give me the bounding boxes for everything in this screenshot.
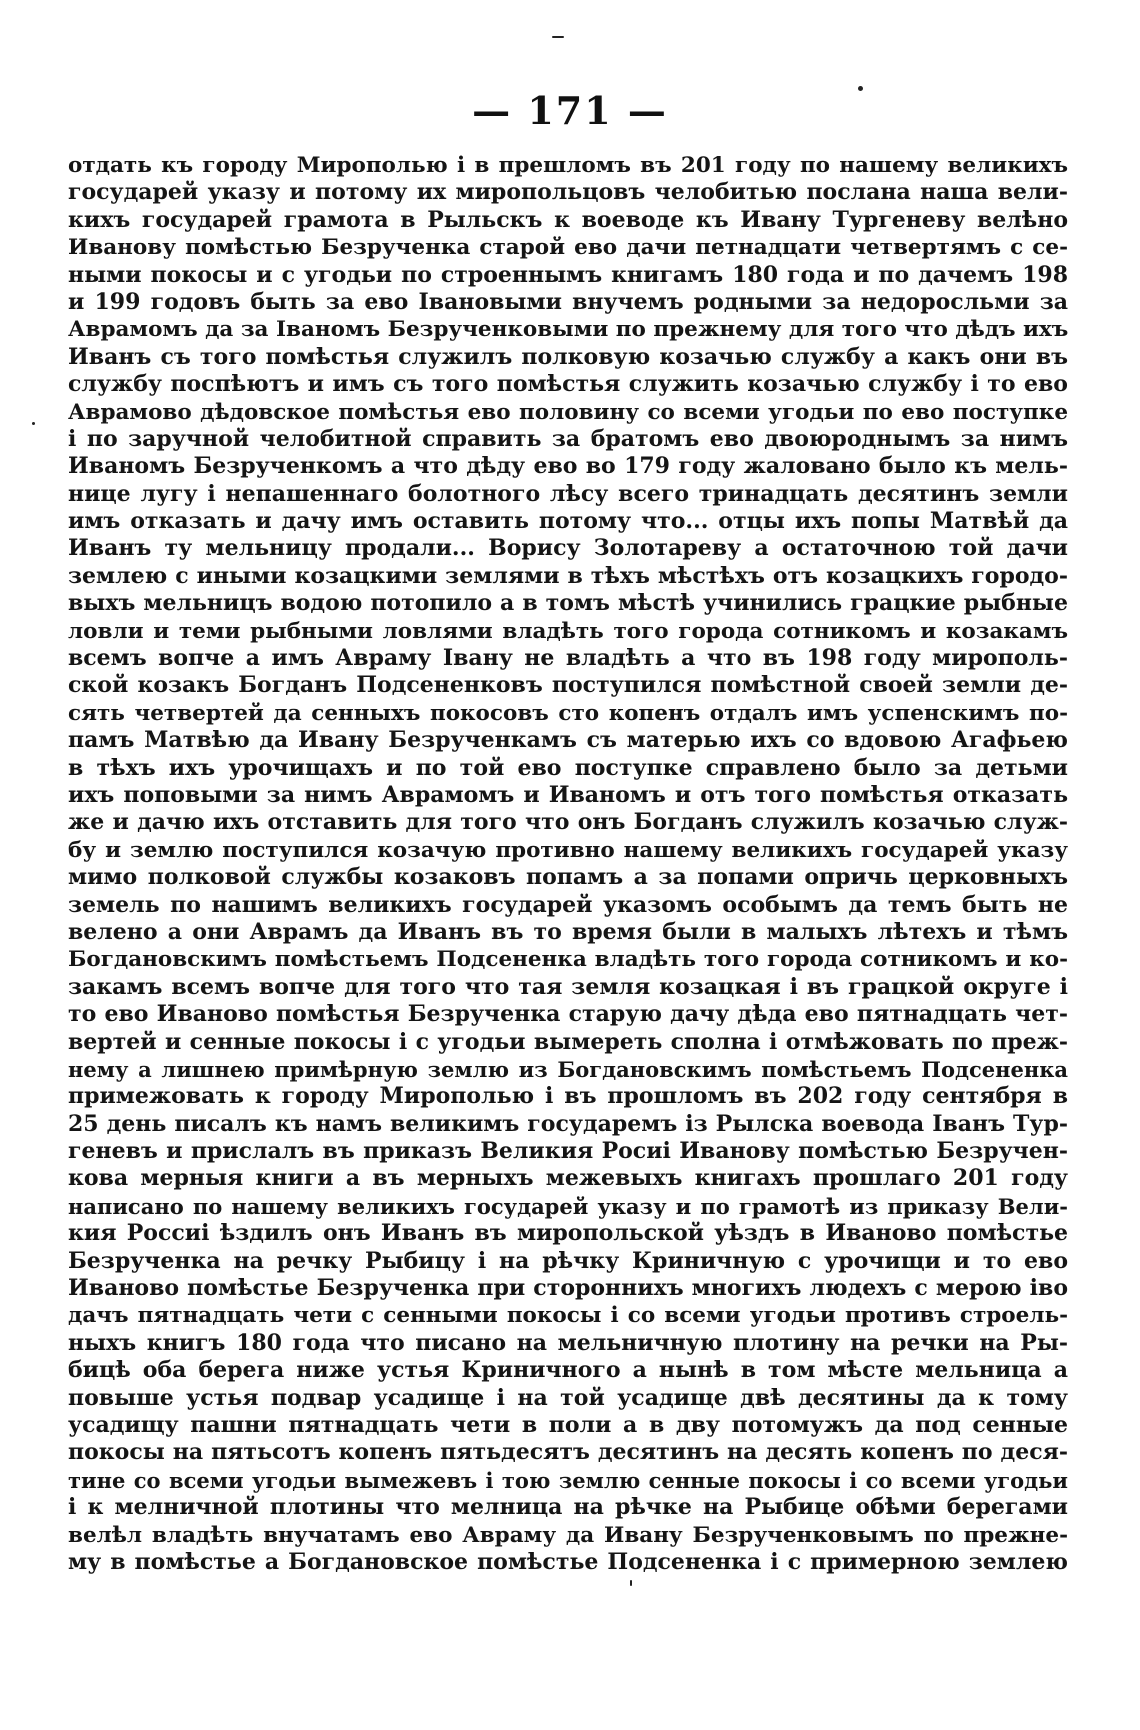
- text-line: Безрученка на речку Рыбицу і на рѣчку Криничную с урочищи и то ево: [68, 1247, 1068, 1274]
- text-line: велено а они Аврамъ да Иванъ въ то время были в малыхъ лѣтехъ и тѣмъ: [68, 918, 1068, 945]
- text-line: памъ Матвѣю да Ивану Безрученкамъ съ матерью ихъ со вдовою Агафьею: [68, 727, 1068, 754]
- text-line: мимо полковой службы козаковъ попамъ а за попами опричь церковныхъ: [68, 864, 1068, 891]
- text-line: кова мерныя книги а въ мерныхъ межевыхъ книгахъ прошлаго 201 году: [68, 1165, 1068, 1192]
- text-line: написано по нашему великихъ государей указу и по грамотѣ из приказу Вели-: [68, 1193, 1068, 1219]
- text-line: ихъ поповыми за нимъ Аврамомъ и Иваномъ и отъ того помѣстья отказать: [68, 781, 1068, 808]
- text-line: закамъ всемъ вопче для того что тая земля козацкая і въ грацкой округе і: [68, 973, 1068, 1000]
- text-line: отдать къ городу Мирополью і в прешломъ въ 201 году по нашему великихъ: [68, 153, 1068, 178]
- body-text: [68, 152, 1068, 1576]
- text-line: тине со всеми угодьи вымежевъ і тою землю сенные покосы і со всеми угодьи: [68, 1467, 1068, 1493]
- text-line: сять четвертей да сенныхъ покосовъ сто копенъ отдалъ имъ успенскимъ по-: [68, 700, 1068, 726]
- text-line: службу поспѣютъ и имъ съ того помѣстья служить козачью службу і то ево: [68, 371, 1068, 398]
- text-line: Иванъ ту мельницу продали... Ворису Золотареву а остаточною той дачи: [68, 535, 1068, 562]
- text-line: Иванову помѣстью Безрученка старой ево дачи петнадцати четвертямъ с се-: [68, 235, 1068, 261]
- text-line: дачъ пятнадцать чети с сенными покосы і со всеми угодьи противъ строель-: [68, 1303, 1068, 1329]
- text-line: бицѣ оба берега ниже устья Криничного а нынѣ в том мѣсте мельница а: [68, 1357, 1068, 1384]
- text-line: и 199 годовъ быть за ево Івановыми внучемъ родными за недоросльми за: [68, 288, 1068, 315]
- text-line: Аврамово дѣдовское помѣстья ево половину со всеми угодьи по ево поступке: [68, 399, 1068, 425]
- scan-speck: [32, 422, 35, 425]
- scan-speck: [630, 1580, 632, 1586]
- text-line: нему а лишнею примѣрную землю из Богдановскимъ помѣстьемъ Подсененка: [68, 1056, 1068, 1082]
- text-line: му в помѣстье а Богдановское помѣстье Подсененка і с примерною землею: [68, 1548, 1068, 1575]
- text-line: Иваново помѣстье Безрученка при стороннихъ многихъ людехъ с мерою іво: [68, 1275, 1068, 1302]
- text-line: имъ отказать и дачу имъ оставить потому что... отцы ихъ попы Матвѣй да: [68, 508, 1068, 535]
- text-line: то ево Иваново помѣстья Безрученка старую дачу дѣда ево пятнадцать чет-: [68, 1001, 1068, 1028]
- text-line: в тѣхъ ихъ урочищахъ и по той ево поступке справлено было за детьми: [68, 754, 1068, 781]
- text-line: же и дачю ихъ отставить для того что онъ Богданъ служилъ козачью служ-: [68, 809, 1068, 836]
- text-line: покосы на пятьсотъ копенъ пятьдесятъ десятинъ на десять копенъ по деся-: [68, 1439, 1068, 1466]
- text-line: бу и землю поступился козачую противно нашему великихъ государей указу: [68, 837, 1068, 863]
- text-line: ской козакъ Богданъ Подсененковъ поступился помѣстной своей земли де-: [68, 672, 1068, 699]
- text-line: 25 день писалъ къ намъ великимъ государемъ із Рылска воевода Іванъ Тур-: [68, 1110, 1068, 1137]
- text-line: ловли и теми рыбными ловлями владѣть того города сотникомъ и козакамъ: [68, 618, 1068, 644]
- text-line: примежовать к городу Мирополью і въ прошломъ въ 202 году сентября в: [68, 1083, 1068, 1110]
- text-line: Аврамомъ да за Іваномъ Безрученковыми по прежнему для того что дѣдъ ихъ: [68, 317, 1068, 343]
- text-line: землею с иными козацкими землями в тѣхъ мѣстѣхъ отъ козацкихъ городо-: [68, 562, 1068, 589]
- text-line: велѣл владѣть внучатамъ ево Авраму да Ивану Безрученковымъ по прежне-: [68, 1522, 1068, 1548]
- text-line: Богдановскимъ помѣстьемъ Подсененка владѣть того города сотникомъ и ко-: [68, 947, 1068, 973]
- text-line: выхъ мельницъ водою потопило а в томъ мѣстѣ учинились грацкие рыбные: [68, 590, 1068, 617]
- page-number: — 171 —: [472, 88, 668, 133]
- text-line: земель по нашимъ великихъ государей указомъ особымъ да темъ быть не: [68, 891, 1068, 918]
- text-line: вертей и сенные покосы і с угодьи вымереть сполна і отмѣжовать по преж-: [68, 1028, 1068, 1055]
- text-line: і к мелничной плотины что мелница на рѣчке на Рыбице обѣми берегами: [68, 1494, 1068, 1521]
- text-line: кия Россиі ѣздилъ онъ Иванъ въ миропольской уѣздъ в Иваново помѣстье: [68, 1220, 1068, 1247]
- text-line: геневъ и прислалъ въ приказъ Великия Росиі Иванову помѣстью Безручен-: [68, 1138, 1068, 1165]
- text-line: ными покосы и с угодьи по строеннымъ книгамъ 180 года и по дачемъ 198: [68, 261, 1068, 288]
- text-line: ныхъ книгъ 180 года что писано на мельничную плотину на речки на Ры-: [68, 1329, 1068, 1356]
- text-line: нице лугу і непашеннаго болотного лѣсу всего тринадцать десятинъ земли: [68, 480, 1068, 507]
- text-line: усадищу пашни пятнадцать чети в поли а в дву потомужъ да под сенные: [68, 1411, 1068, 1438]
- scan-speck: [552, 36, 564, 38]
- text-line: Иванъ съ того помѣстья служилъ полковую козачью службу а какъ они въ: [68, 343, 1068, 370]
- text-line: Иваномъ Безрученкомъ а что дѣду ево во 179 году жаловано было къ мель-: [68, 453, 1068, 480]
- text-line: всемъ вопче а имъ Авраму Івану не владѣть а что въ 198 году мирополь-: [68, 645, 1068, 672]
- text-line: повыше устья подвар усадище і на той усадище двѣ десятины да к тому: [68, 1384, 1068, 1411]
- text-line: кихъ государей грамота в Рыльскъ к воеводе къ Ивану Тургеневу велѣно: [68, 206, 1068, 233]
- text-line: і по заручной челобитной справить за братомъ ево двоюроднымъ за нимъ: [68, 425, 1068, 452]
- text-line: государей указу и потому их миропольцовъ челобитью послана наша вели-: [68, 179, 1068, 206]
- scan-speck: [858, 86, 863, 91]
